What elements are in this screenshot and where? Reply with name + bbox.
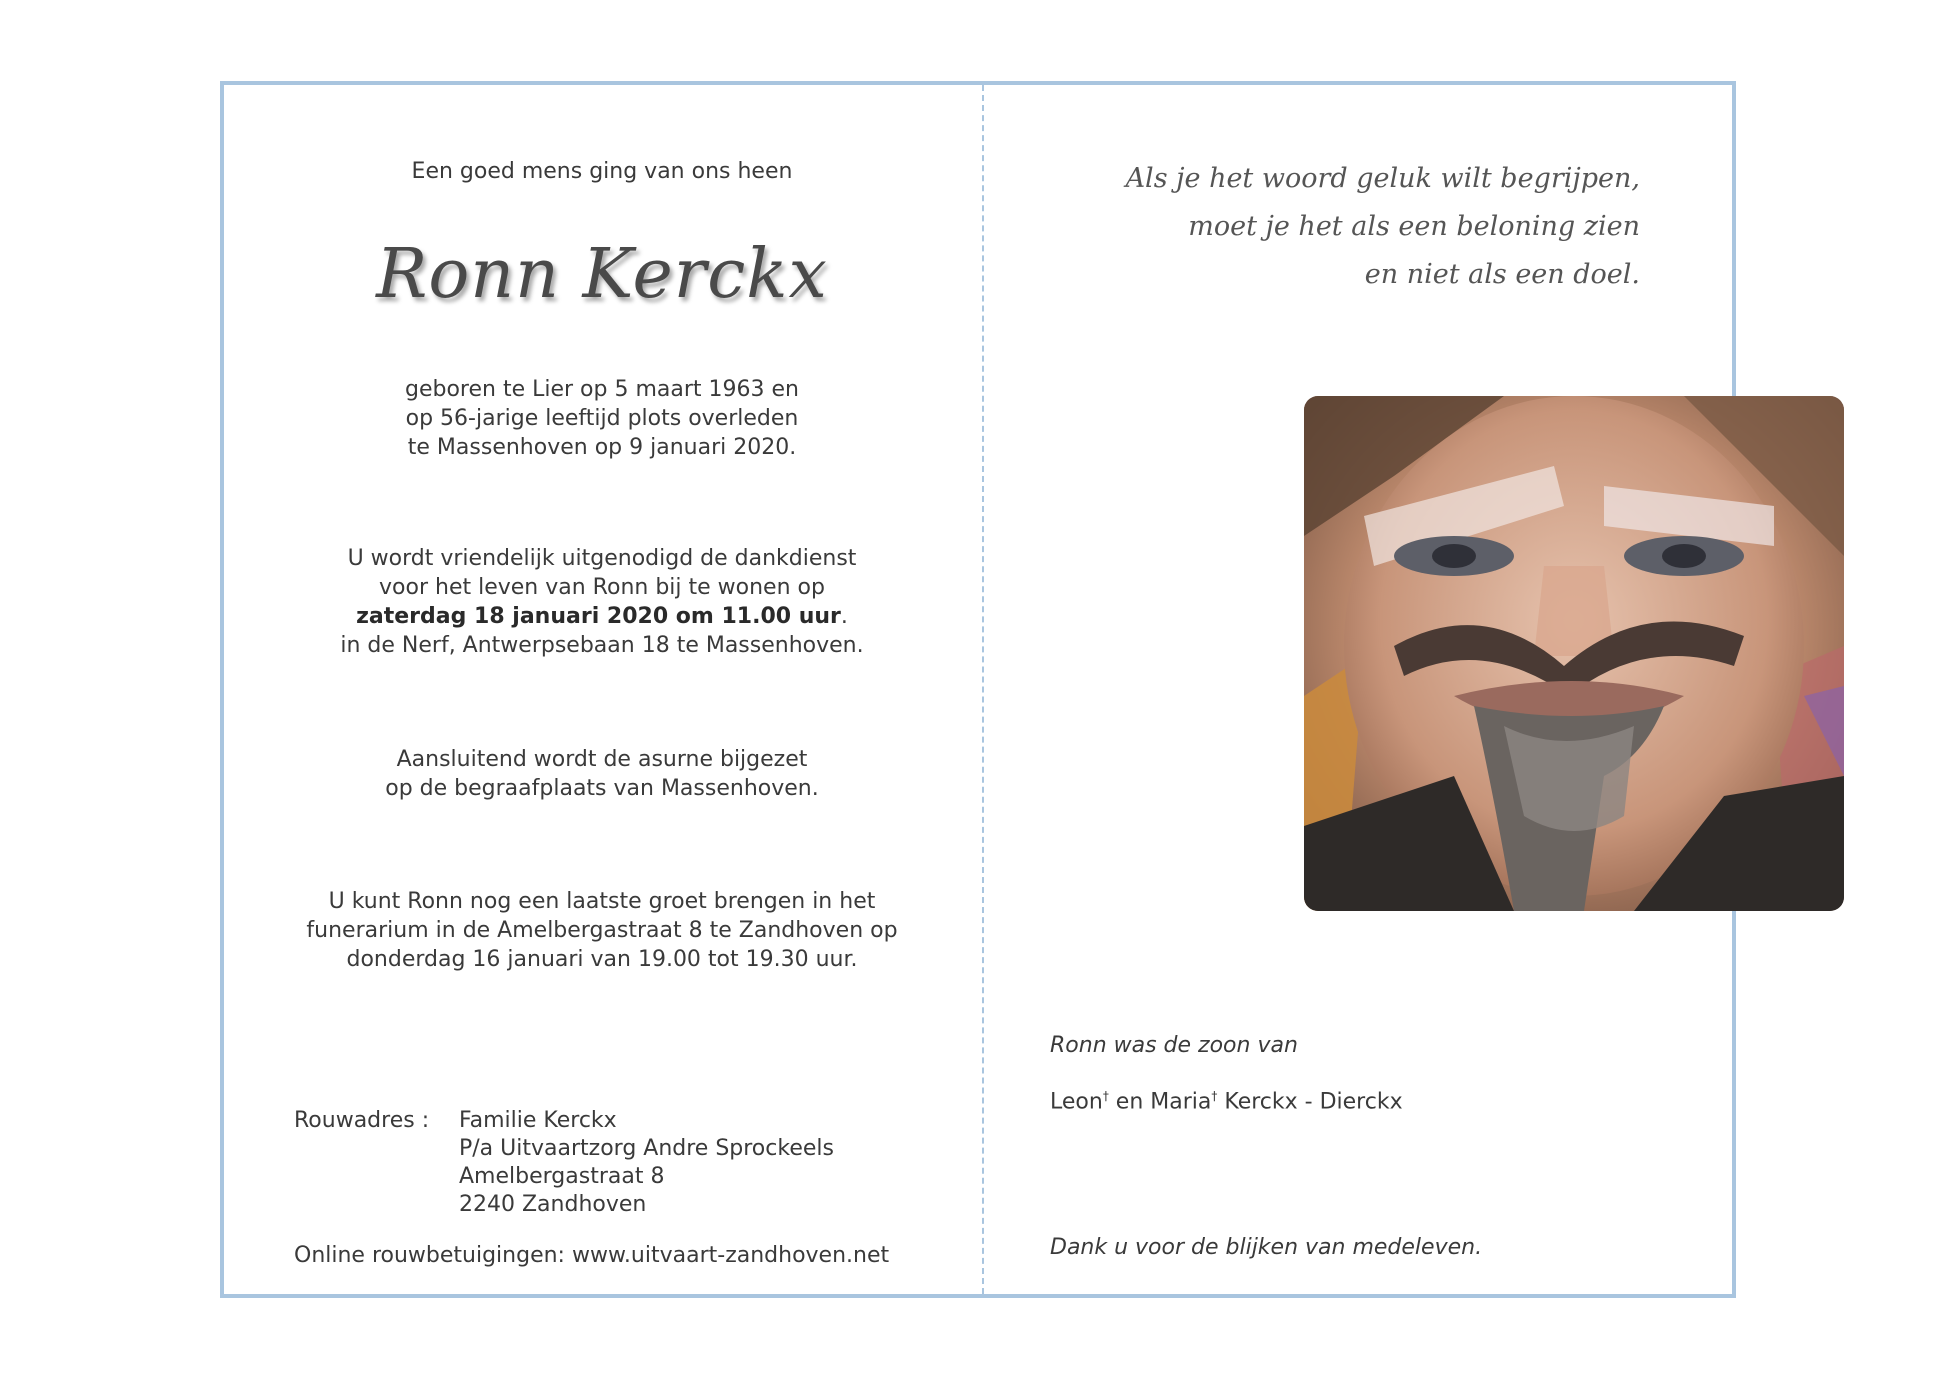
thanks-text: Dank u voor de blijken van medeleven. [1050,1235,1483,1260]
parents-names: Leon† en Maria† Kerckx - Dierckx [1050,1089,1403,1115]
dagger-mark: † [1102,1089,1109,1103]
visit-line: U kunt Ronn nog een laatste groet brengen in het [328,889,876,914]
invite-line: U wordt vriendelijk uitgenodigd de dankdienst [347,546,857,571]
deceased-name: Ronn Kerckx [376,235,828,314]
intro-text: Een goed mens ging van ons heen [411,159,793,184]
service-datetime: zaterdag 18 januari 2020 om 11.00 uur [356,604,841,629]
online-condolences: Online rouwbetuigingen: www.uitvaart-zandhoven.net [294,1243,890,1268]
address-line: Amelbergastraat 8 [459,1164,665,1189]
memorial-card [220,81,1736,1298]
quote [1126,155,1640,299]
left-panel [224,85,980,1294]
visit-line: funerarium in de Amelbergastraat 8 te Zandhoven op [306,918,898,943]
family-surname: Kerckx - Dierckx [1217,1089,1403,1115]
invite-line: in de Nerf, Antwerpsebaan 18 te Massenhoven. [340,633,864,658]
quote-line: Als je het woord geluk wilt begrijpen, [1125,163,1640,194]
address-line: 2240 Zandhoven [459,1192,647,1217]
address-line: P/a Uitvaartzorg Andre Sprockeels [459,1136,834,1161]
urn-line: op de begraafplaats van Massenhoven. [385,776,819,801]
born-line: op 56-jarige leeftijd plots overleden [405,406,799,431]
quote-line: moet je het als een beloning zien [1188,211,1640,242]
dagger-mark: † [1211,1089,1218,1103]
urn-line: Aansluitend wordt de asurne bijgezet [396,747,808,772]
urn-info [224,745,980,803]
portrait-illustration [1304,396,1844,911]
portrait-photo [1304,396,1844,911]
visitation-info [224,887,980,974]
quote-line: en niet als een doel. [1364,259,1640,290]
right-panel [984,85,1740,1294]
address-line: Familie Kerckx [459,1108,617,1133]
invite-line: voor het leven van Ronn bij te wonen op [379,575,825,600]
address-label: Rouwadres : [294,1108,430,1133]
address-lines [459,1107,834,1219]
birth-death-info [224,375,980,462]
visit-line: donderdag 16 januari van 19.00 tot 19.30 uur. [346,947,858,972]
son-of-label: Ronn was de zoon van [1050,1033,1298,1058]
born-line: te Massenhoven op 9 januari 2020. [407,435,797,460]
born-line: geboren te Lier op 5 maart 1963 en [405,377,799,402]
service-invitation: U wordt vriendelijk uitgenodigd de dankdienst voor het leven van Ronn bij te wonen op zaterdag 18 januari 2020 om 11.00 uur. in de Nerf, Antwerpsebaan 18 te Massenhoven. [224,544,980,660]
father-name: Leon [1050,1089,1103,1115]
